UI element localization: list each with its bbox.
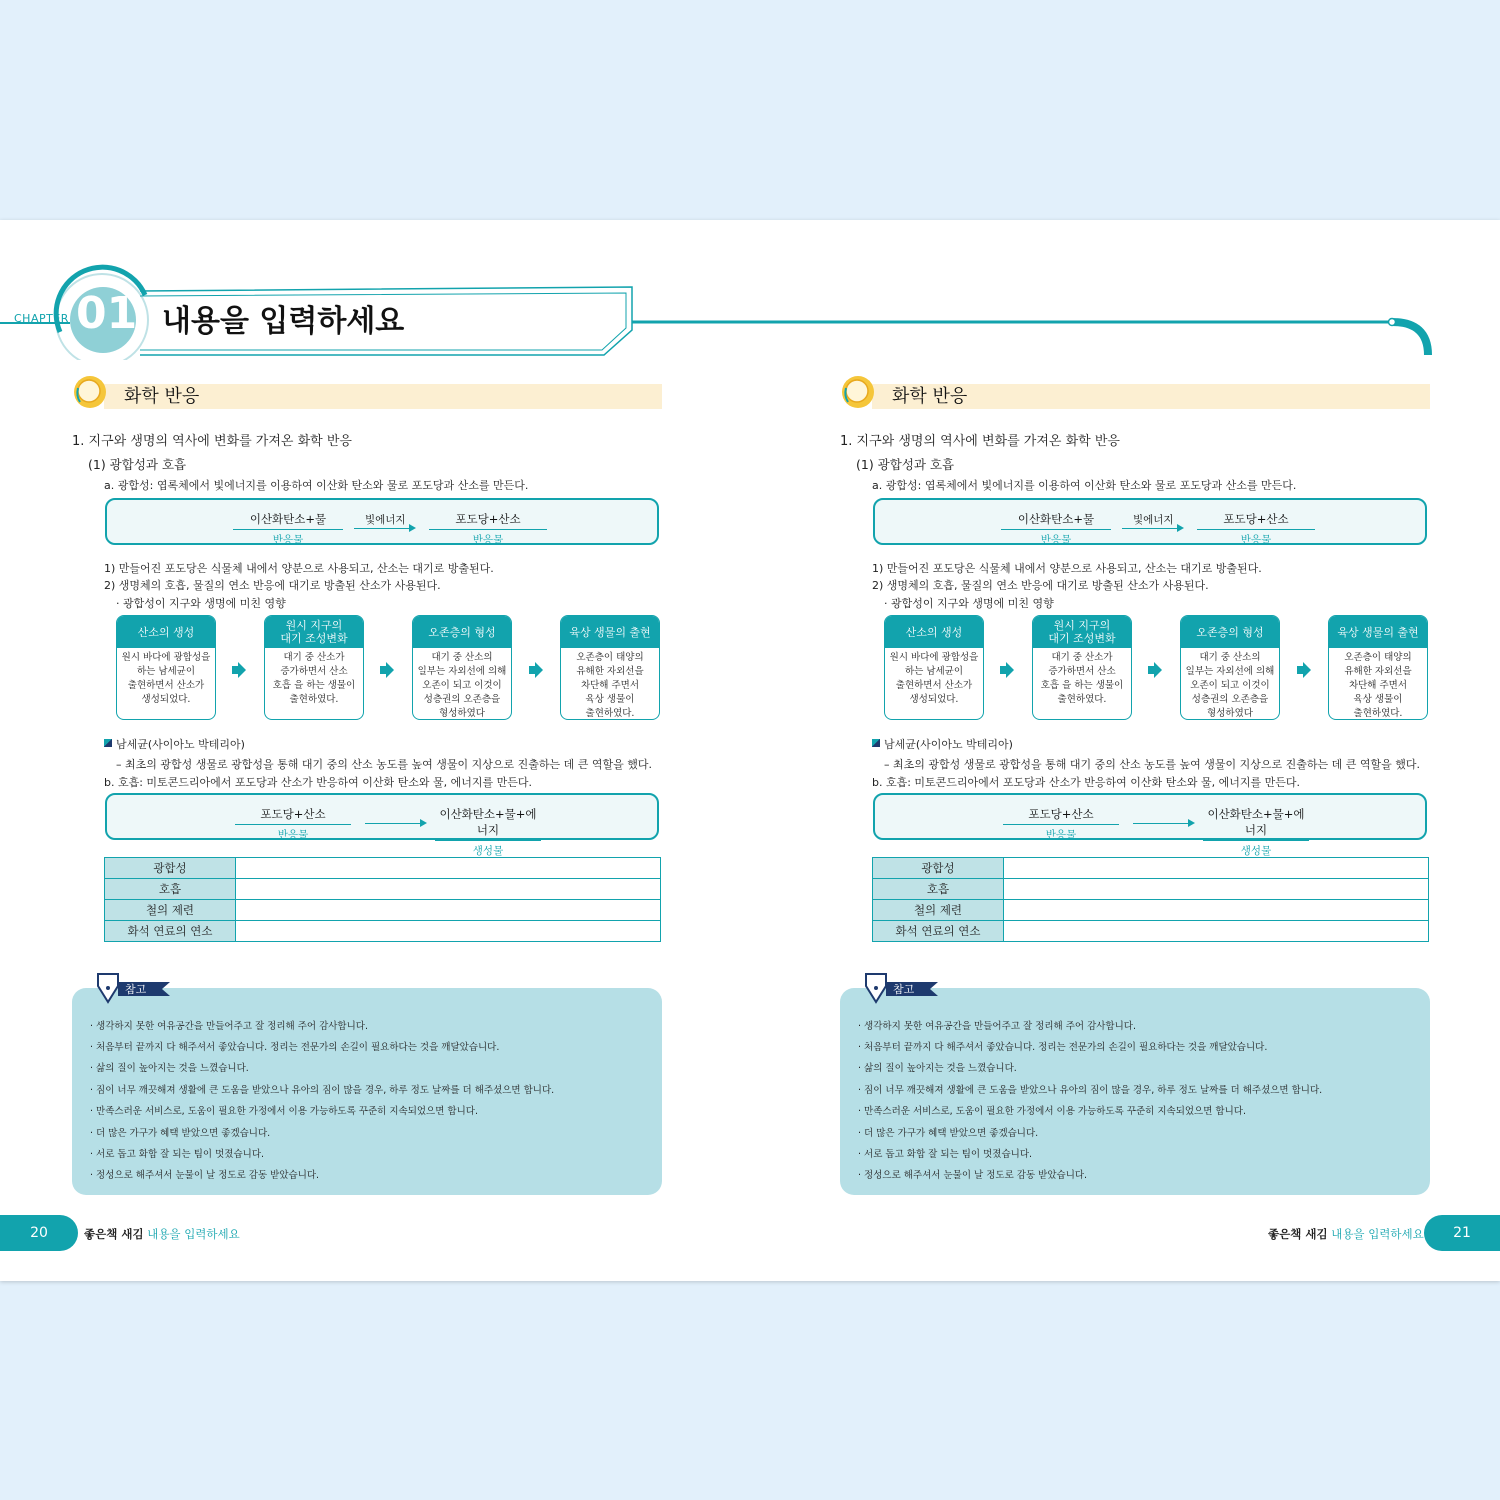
footer-caption: 좋은책 새김 내용을 입력하세요 [1268,1227,1424,1241]
flow-card-body: 대기 중 산소의 일부는 자외선에 의해 오존이 되고 이것이 성층권의 오존층을 형성하였다 [417,652,507,719]
equation-reactant: 이산화탄소+물 반응물 [233,511,343,547]
reaction-table [104,857,661,942]
flow-card [264,615,364,720]
table-row: 광합성 [105,858,661,879]
note-line: · 더 많은 가구가 혜택 받았으면 좋겠습니다. [858,1128,1039,1139]
flow-card-body: 대기 중 산소의 일부는 자외선에 의해 오존이 되고 이것이 성층권의 오존층을 형성하였다 [1185,652,1275,719]
equation-arrow-label: 빛에너지 [365,514,406,526]
bacteria-description: – 최초의 광합성 생물로 광합성을 통해 대기 중의 산소 농도를 높여 생물이 지상으로 진출하는 데 큰 역할을 했다. [884,758,1420,771]
flow-card [1180,615,1280,720]
photosynthesis-equation-box [105,498,659,545]
paragraph-2: 2) 생명체의 호흡, 물질의 연소 반응에 대기로 방출된 산소가 사용된다. [872,579,1209,592]
equation-arrow [1133,823,1193,824]
note-line: · 더 많은 가구가 혜택 받았으면 좋겠습니다. [90,1128,271,1139]
flow-card-title: 산소의 생성 [117,616,215,648]
note-line: · 서로 돕고 화합 잘 되는 팀이 멋졌습니다. [90,1149,265,1160]
note-label: 참고 [893,983,915,996]
section-bulb-icon [72,374,108,410]
paragraph-1: 1) 만들어진 포도당은 식물체 내에서 양분으로 사용되고, 산소는 대기로 방출된다. [104,562,494,575]
note-line: · 삶의 질이 높아지는 것을 느꼈습니다. [90,1063,249,1074]
flow-card [1328,615,1428,720]
reaction-table [872,857,1429,942]
equation-reactant: 포도당+산소 반응물 [1003,806,1119,842]
equation-product: 이산화탄소+물+에너지 생성물 [1203,806,1309,858]
note-line: · 생각하지 못한 여유공간을 만들어주고 잘 정리해 주어 감사합니다. [858,1021,1136,1032]
note-line: · 삶의 질이 높아지는 것을 느꼈습니다. [858,1063,1017,1074]
equation-product: 포도당+산소 반응물 [429,511,547,547]
respiration-definition: b. 호흡: 미토콘드리아에서 포도당과 산소가 반응하여 이산화 탄소와 물, 에너지를 만든다. [104,776,533,789]
flow-card [560,615,660,720]
page-number: 21 [1424,1215,1500,1251]
note-line: · 만족스러운 서비스로, 도움이 필요한 가정에서 이용 가능하도록 꾸준히 지속되었으면 합니다. [90,1106,478,1117]
paragraph-1: 1) 만들어진 포도당은 식물체 내에서 양분으로 사용되고, 산소는 대기로 방출된다. [872,562,1262,575]
respiration-equation-box [105,793,659,857]
section-bulb-icon [840,374,876,410]
equation-reactant: 이산화탄소+물 반응물 [1001,511,1111,547]
note-line: · 만족스러운 서비스로, 도움이 필요한 가정에서 이용 가능하도록 꾸준히 지속되었으면 합니다. [858,1106,1246,1117]
photosynthesis-definition: a. 광합성: 엽록체에서 빛에너지를 이용하여 이산화 탄소와 물로 포도당과 산소를 만든다. [872,479,1297,492]
note-line: · 정성으로 해주셔서 눈물이 날 정도로 감동 받았습니다. [858,1170,1088,1181]
subsection-heading: (1) 광합성과 호흡 [856,457,955,472]
paragraph-2: 2) 생명체의 호흡, 물질의 연소 반응에 대기로 방출된 산소가 사용된다. [104,579,441,592]
note-label: 참고 [125,983,147,996]
chapter-label: CHAPTER [14,312,69,325]
equation-arrow-label: 빛에너지 [1133,514,1174,526]
table-row: 호흡 [873,879,1429,900]
square-bullet-icon [872,739,880,747]
flow-card-title: 육상 생물의 출현 [561,616,659,648]
photosynthesis-equation-box [873,498,1427,545]
section-heading: 1. 지구와 생명의 역사에 변화를 가져온 화학 반응 [72,434,352,449]
equation-arrow [1122,528,1182,529]
flow-card-body: 대기 중 산소가 증가하면서 산소 호흡 을 하는 생물이 출현하였다. [272,652,356,705]
flow-card [884,615,984,720]
flow-card [1032,615,1132,720]
subsection-heading: (1) 광합성과 호흡 [88,457,187,472]
equation-product: 포도당+산소 반응물 [1197,511,1315,547]
respiration-definition: b. 호흡: 미토콘드리아에서 포도당과 산소가 반응하여 이산화 탄소와 물, 에너지를 만든다. [872,776,1301,789]
photosynthesis-definition: a. 광합성: 엽록체에서 빛에너지를 이용하여 이산화 탄소와 물로 포도당과 산소를 만든다. [104,479,529,492]
footer-caption: 좋은책 새김 내용을 입력하세요 [84,1227,240,1241]
note-line: · 생각하지 못한 여유공간을 만들어주고 잘 정리해 주어 감사합니다. [90,1021,368,1032]
paragraph-3: · 광합성이 지구와 생명에 미친 영향 [884,597,1054,610]
table-row: 화석 연료의 연소 [873,921,1429,942]
flow-card [412,615,512,720]
table-row: 철의 제련 [873,900,1429,921]
note-line: · 정성으로 해주셔서 눈물이 날 정도로 감동 받았습니다. [90,1170,320,1181]
table-row: 광합성 [873,858,1429,879]
page-number: 20 [0,1215,78,1251]
table-row: 호흡 [105,879,661,900]
equation-arrow [365,823,425,824]
flow-card-body: 대기 중 산소가 증가하면서 산소 호흡 을 하는 생물이 출현하였다. [1040,652,1124,705]
note-line: · 서로 돕고 화합 잘 되는 팀이 멋졌습니다. [858,1149,1033,1160]
note-line: · 처음부터 끝까지 다 해주셔서 좋았습니다. 정리는 전문가의 손길이 필요하다는 것을 깨달았습니다. [858,1042,1268,1053]
paragraph-3: · 광합성이 지구와 생명에 미친 영향 [116,597,286,610]
flow-card [116,615,216,720]
respiration-equation-box [873,793,1427,857]
chapter-number: 01 [76,288,138,339]
note-line: · 짐이 너무 깨끗해져 생활에 큰 도움을 받았으나 유아의 짐이 많을 경우, 하루 정도 날짜를 더 해주셨으면 합니다. [90,1085,555,1096]
note-line: · 짐이 너무 깨끗해져 생활에 큰 도움을 받았으나 유아의 짐이 많을 경우, 하루 정도 날짜를 더 해주셨으면 합니다. [858,1085,1323,1096]
flow-card-title: 오존층의 형성 [413,616,511,648]
flow-card-body: 원시 바다에 광합성을 하는 남세균이 출현하면서 산소가 생성되었다. [889,652,979,705]
book-spread [0,220,1500,1281]
equation-arrow [354,528,414,529]
flow-card-body: 오존층이 태양의 유해한 자외선을 차단해 주면서 육상 생물이 출현하였다. [576,652,644,719]
table-row: 철의 제련 [105,900,661,921]
equation-reactant: 포도당+산소 반응물 [235,806,351,842]
table-row: 화석 연료의 연소 [105,921,661,942]
left-page [0,220,750,1281]
flow-card-body: 오존층이 태양의 유해한 자외선을 차단해 주면서 육상 생물이 출현하였다. [1344,652,1412,719]
section-title: 화학 반응 [892,386,968,407]
flow-card-title: 산소의 생성 [885,616,983,648]
flow-card-body: 원시 바다에 광합성을 하는 남세균이 출현하면서 산소가 생성되었다. [121,652,211,705]
flow-card-title: 원시 지구의 대기 조성변화 [265,616,363,648]
flow-card-title: 오존층의 형성 [1181,616,1279,648]
bacteria-title: 남세균(사이아노 박테리아) [116,738,245,751]
bacteria-title: 남세균(사이아노 박테리아) [884,738,1013,751]
note-line: · 처음부터 끝까지 다 해주셔서 좋았습니다. 정리는 전문가의 손길이 필요하다는 것을 깨달았습니다. [90,1042,500,1053]
chapter-title: 내용을 입력하세요 [162,304,405,339]
bacteria-description: – 최초의 광합성 생물로 광합성을 통해 대기 중의 산소 농도를 높여 생물이 지상으로 진출하는 데 큰 역할을 했다. [116,758,652,771]
flow-card-title: 원시 지구의 대기 조성변화 [1033,616,1131,648]
section-title: 화학 반응 [124,386,200,407]
right-page [768,220,1500,1281]
equation-product: 이산화탄소+물+에너지 생성물 [435,806,541,858]
square-bullet-icon [104,739,112,747]
section-heading: 1. 지구와 생명의 역사에 변화를 가져온 화학 반응 [840,434,1120,449]
flow-card-title: 육상 생물의 출현 [1329,616,1427,648]
